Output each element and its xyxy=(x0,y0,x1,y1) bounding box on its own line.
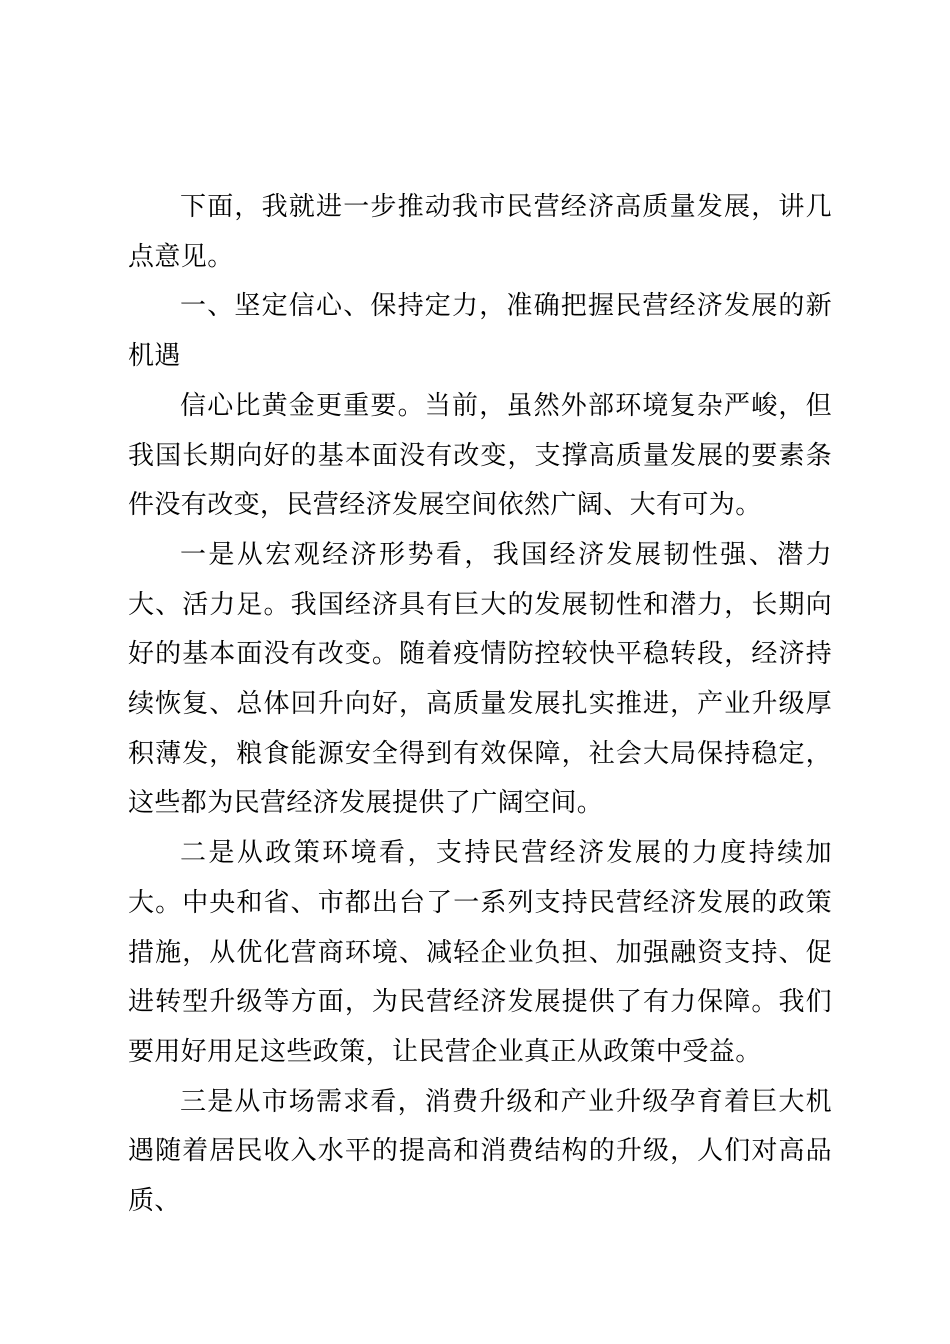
document-body xyxy=(128,183,832,1227)
section-heading: 一、坚定信心、保持定力，准确把握民营经济发展的新机遇 xyxy=(128,291,832,372)
paragraph-macro-economy: 一是从宏观经济形势看，我国经济发展韧性强、潜力大、活力足。我国经济具有巨大的发展韧性和潜力，长期向好的基本面没有改变。随着疫情防控较快平稳转段，经济持续恢复、总体回升向好，高质量发展扎实推进，产业升级厚积薄发，粮食能源安全得到有效保障，社会大局保持稳定，这些都为民营经济发展提供了广阔空间。 xyxy=(128,539,832,819)
paragraph-confidence: 信心比黄金更重要。当前，虽然外部环境复杂严峻，但我国长期向好的基本面没有改变，支撑高质量发展的要素条件没有改变，民营经济发展空间依然广阔、大有可为。 xyxy=(128,390,832,521)
paragraph-policy-environment: 二是从政策环境看，支持民营经济发展的力度持续加大。中央和省、市都出台了一系列支持民营经济发展的政策措施，从优化营商环境、减轻企业负担、加强融资支持、促进转型升级等方面，为民营经济发展提供了有力保障。我们要用好用足这些政策，让民营企业真正从政策中受益。 xyxy=(128,838,832,1067)
paragraph-intro: 下面，我就进一步推动我市民营经济高质量发展，讲几点意见。 xyxy=(128,192,832,272)
paragraph-market-demand: 三是从市场需求看，消费升级和产业升级孕育着巨大机遇随着居民收入水平的提高和消费结构的升级，人们对高品质、 xyxy=(128,1086,832,1217)
